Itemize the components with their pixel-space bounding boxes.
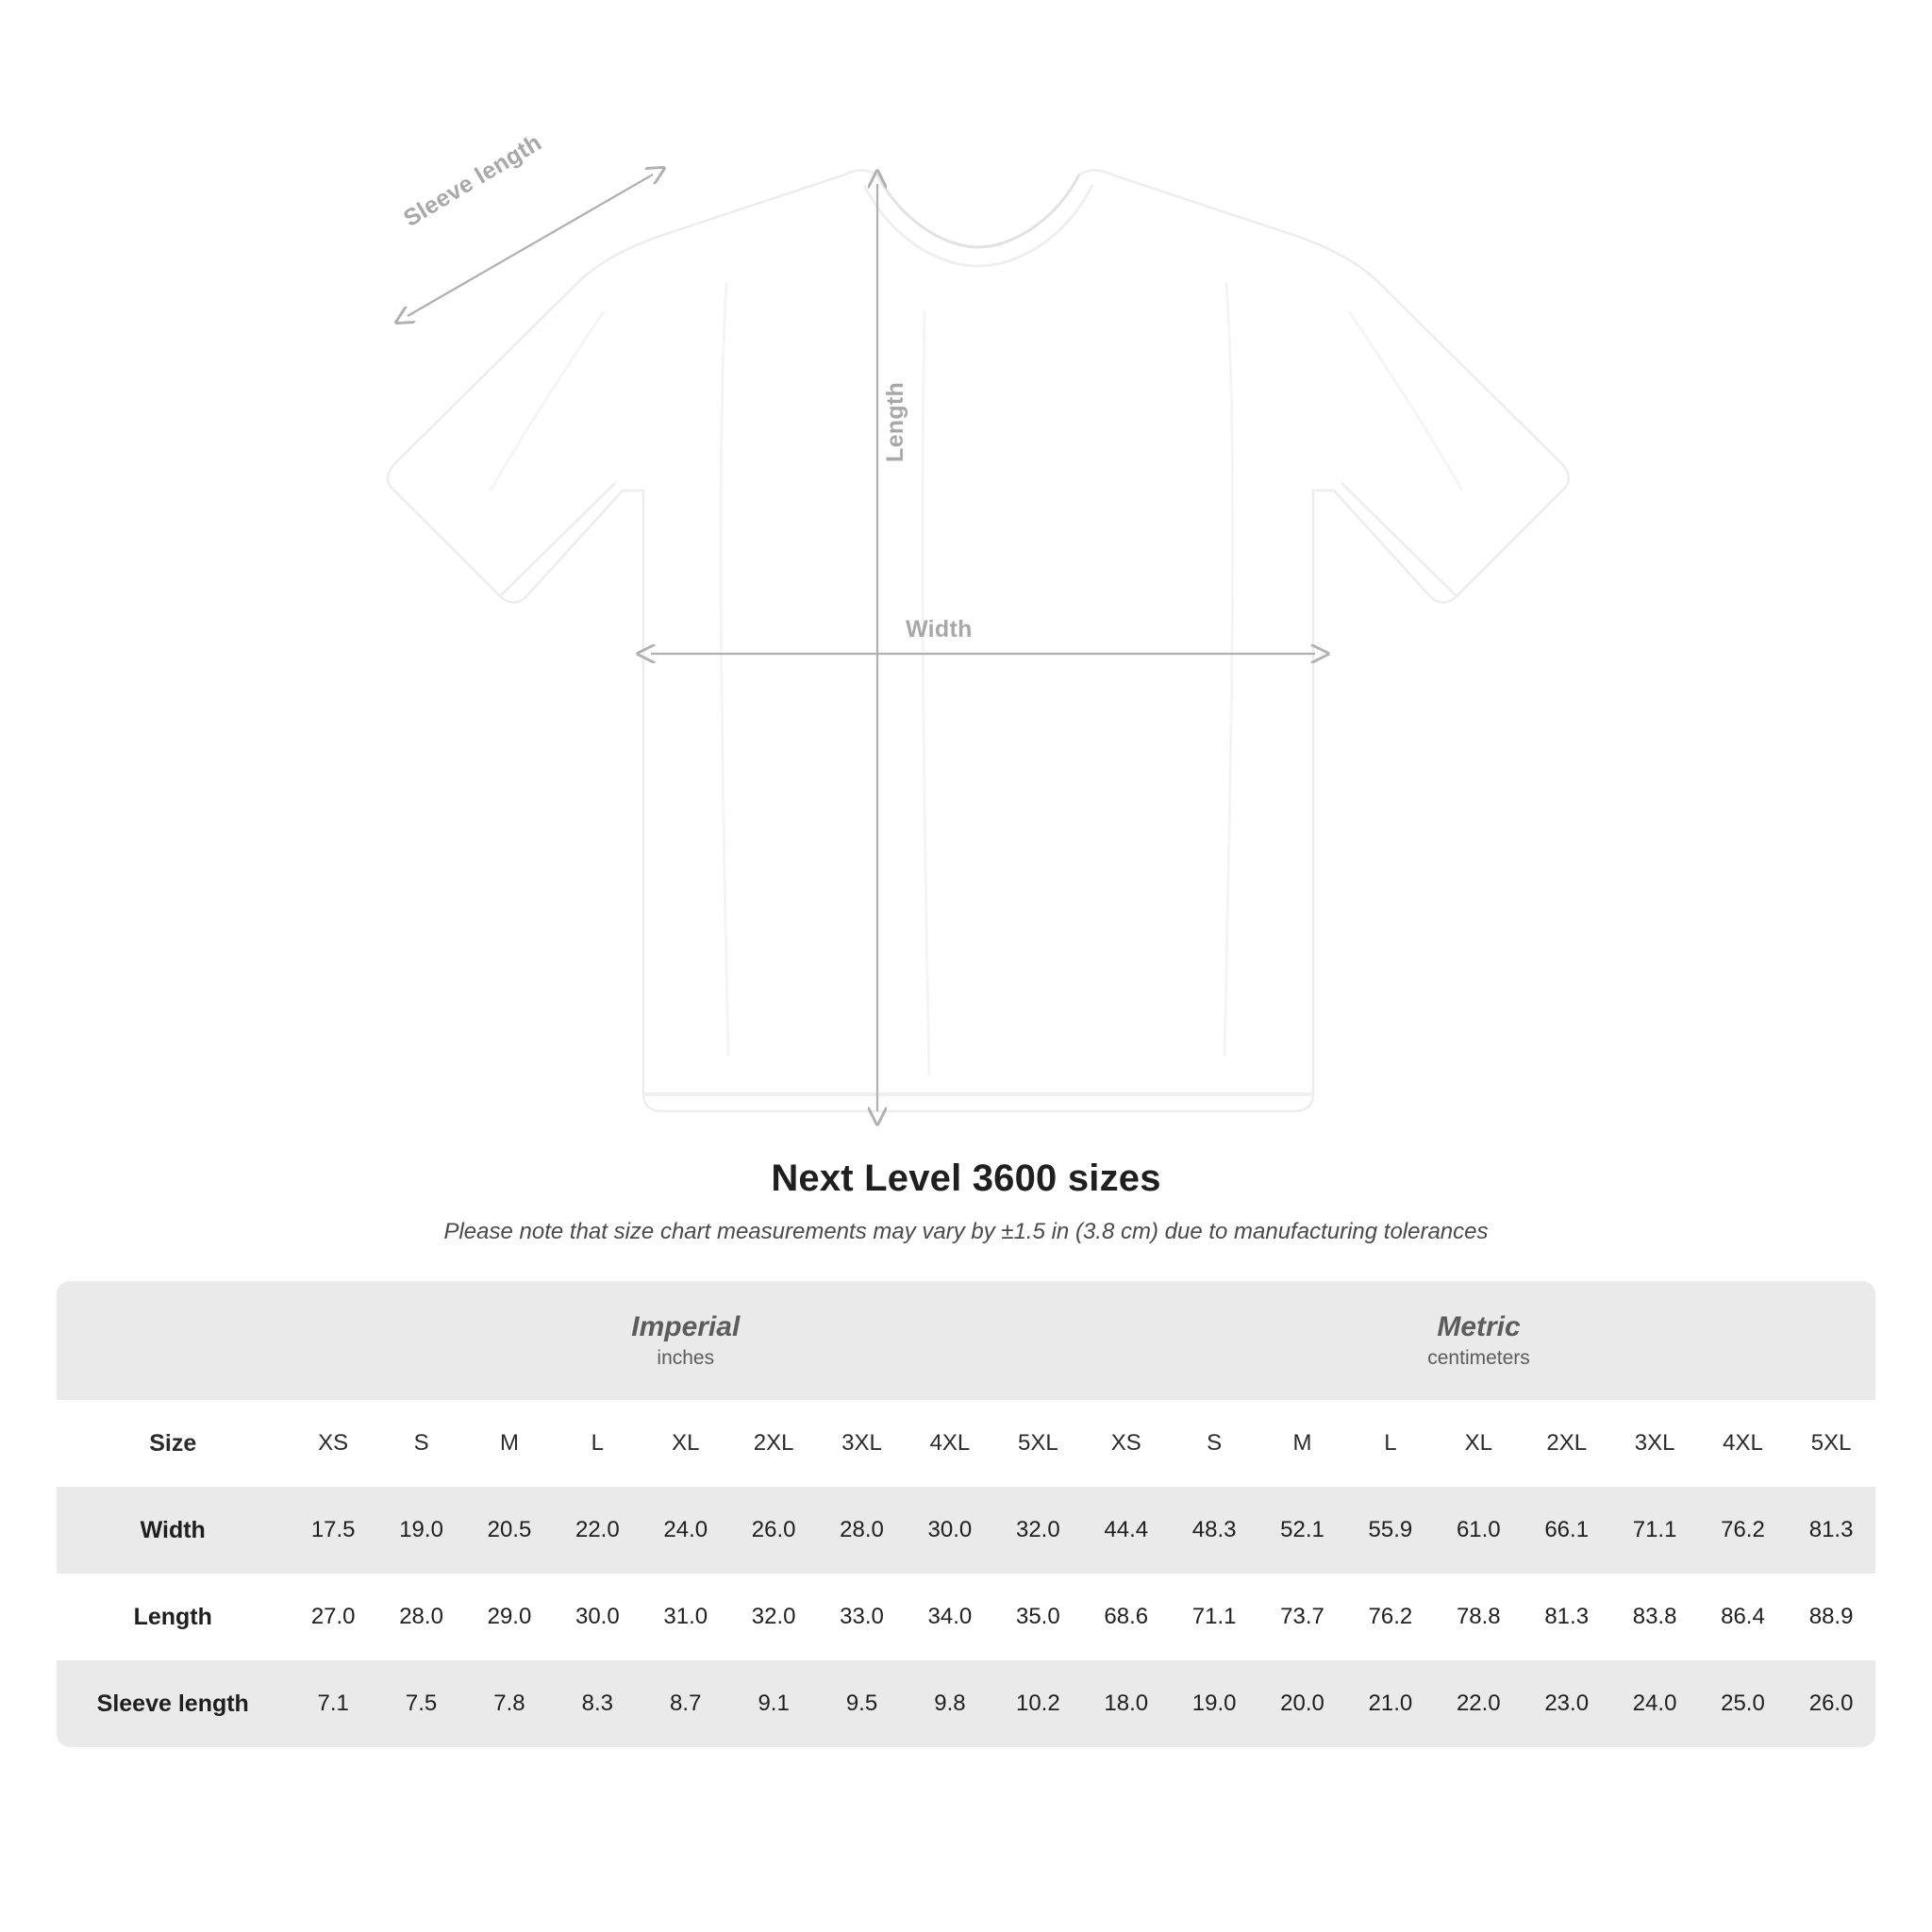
cell-width-imperial-s: 19.0 — [377, 1487, 465, 1574]
cell-sleeve-imperial-l: 8.3 — [554, 1660, 641, 1747]
cell-length-imperial-xs: 27.0 — [289, 1574, 376, 1660]
title-block — [0, 1158, 1932, 1245]
col-header-imperial-s: S — [377, 1400, 465, 1487]
table-system-header-row — [57, 1281, 1875, 1400]
cell-length-imperial-5xl: 35.0 — [994, 1574, 1082, 1660]
cell-width-metric-5xl: 81.3 — [1787, 1487, 1875, 1574]
cell-length-imperial-m: 29.0 — [465, 1574, 553, 1660]
cell-sleeve-imperial-xl: 8.7 — [641, 1660, 729, 1747]
col-header-imperial-m: M — [465, 1400, 553, 1487]
col-header-metric-s: S — [1170, 1400, 1257, 1487]
cell-width-imperial-l: 22.0 — [554, 1487, 641, 1574]
cell-length-imperial-3xl: 33.0 — [818, 1574, 906, 1660]
cell-width-metric-3xl: 71.1 — [1610, 1487, 1698, 1574]
cell-sleeve-metric-3xl: 24.0 — [1610, 1660, 1698, 1747]
cell-width-imperial-m: 20.5 — [465, 1487, 553, 1574]
col-header-metric-l: L — [1346, 1400, 1434, 1487]
system-unit-imperial: inches — [657, 1347, 715, 1370]
cell-width-imperial-2xl: 26.0 — [729, 1487, 817, 1574]
sleeve-length-label: Sleeve length — [399, 128, 546, 233]
size-table-wrapper — [57, 1281, 1875, 1747]
cell-sleeve-imperial-2xl: 9.1 — [729, 1660, 817, 1747]
cell-sleeve-metric-4xl: 25.0 — [1699, 1660, 1787, 1747]
cell-width-metric-m: 52.1 — [1258, 1487, 1346, 1574]
col-header-metric-4xl: 4XL — [1699, 1400, 1787, 1487]
page-title: Next Level 3600 sizes — [771, 1158, 1161, 1199]
cell-length-metric-2xl: 81.3 — [1523, 1574, 1610, 1660]
system-unit-metric: centimeters — [1427, 1347, 1530, 1370]
cell-length-imperial-2xl: 32.0 — [729, 1574, 817, 1660]
cell-sleeve-metric-l: 21.0 — [1346, 1660, 1434, 1747]
cell-length-imperial-4xl: 34.0 — [906, 1574, 993, 1660]
col-header-imperial-4xl: 4XL — [906, 1400, 993, 1487]
cell-sleeve-metric-xs: 18.0 — [1082, 1660, 1170, 1747]
cell-length-metric-l: 76.2 — [1346, 1574, 1434, 1660]
cell-width-imperial-xs: 17.5 — [289, 1487, 376, 1574]
cell-width-metric-xl: 61.0 — [1435, 1487, 1523, 1574]
cell-sleeve-imperial-4xl: 9.8 — [906, 1660, 993, 1747]
cell-length-imperial-l: 30.0 — [554, 1574, 641, 1660]
cell-width-imperial-5xl: 32.0 — [994, 1487, 1082, 1574]
col-header-metric-m: M — [1258, 1400, 1346, 1487]
table-row — [57, 1574, 1875, 1660]
system-name-metric: Metric — [1437, 1310, 1521, 1342]
table-row — [57, 1487, 1875, 1574]
cell-length-imperial-xl: 31.0 — [641, 1574, 729, 1660]
table-row — [57, 1660, 1875, 1747]
cell-length-metric-5xl: 88.9 — [1787, 1574, 1875, 1660]
cell-length-metric-m: 73.7 — [1258, 1574, 1346, 1660]
col-header-metric-2xl: 2XL — [1523, 1400, 1610, 1487]
cell-sleeve-metric-xl: 22.0 — [1435, 1660, 1523, 1747]
table-size-header-row — [57, 1400, 1875, 1487]
cell-length-metric-4xl: 86.4 — [1699, 1574, 1787, 1660]
system-header-spacer — [57, 1281, 289, 1400]
cell-sleeve-imperial-s: 7.5 — [377, 1660, 465, 1747]
row-label-width: Width — [57, 1487, 289, 1574]
row-label-length: Length — [57, 1574, 289, 1660]
cell-sleeve-metric-2xl: 23.0 — [1523, 1660, 1610, 1747]
cell-length-metric-xl: 78.8 — [1435, 1574, 1523, 1660]
cell-width-imperial-xl: 24.0 — [641, 1487, 729, 1574]
col-header-imperial-xl: XL — [641, 1400, 729, 1487]
col-header-metric-xs: XS — [1082, 1400, 1170, 1487]
col-header-imperial-2xl: 2XL — [729, 1400, 817, 1487]
cell-width-metric-4xl: 76.2 — [1699, 1487, 1787, 1574]
system-name-imperial: Imperial — [631, 1310, 741, 1342]
cell-width-metric-l: 55.9 — [1346, 1487, 1434, 1574]
cell-length-metric-xs: 68.6 — [1082, 1574, 1170, 1660]
cell-sleeve-imperial-5xl: 10.2 — [994, 1660, 1082, 1747]
cell-length-imperial-s: 28.0 — [377, 1574, 465, 1660]
cell-sleeve-imperial-3xl: 9.5 — [818, 1660, 906, 1747]
tolerance-note: Please note that size chart measurements may vary by ±1.5 in (3.8 cm) due to manufacturing tolerances — [443, 1219, 1489, 1244]
cell-length-metric-3xl: 83.8 — [1610, 1574, 1698, 1660]
col-header-metric-5xl: 5XL — [1787, 1400, 1875, 1487]
system-header-metric — [1082, 1281, 1875, 1400]
col-header-imperial-l: L — [554, 1400, 641, 1487]
cell-width-metric-2xl: 66.1 — [1523, 1487, 1610, 1574]
cell-width-imperial-4xl: 30.0 — [906, 1487, 993, 1574]
size-table — [57, 1281, 1875, 1747]
width-label: Width — [906, 616, 973, 642]
cell-sleeve-imperial-m: 7.8 — [465, 1660, 553, 1747]
col-header-imperial-3xl: 3XL — [818, 1400, 906, 1487]
col-header-metric-xl: XL — [1435, 1400, 1523, 1487]
col-header-imperial-xs: XS — [289, 1400, 376, 1487]
cell-sleeve-imperial-xs: 7.1 — [289, 1660, 376, 1747]
col-header-imperial-5xl: 5XL — [994, 1400, 1082, 1487]
size-header-label: Size — [57, 1400, 289, 1487]
col-header-metric-3xl: 3XL — [1610, 1400, 1698, 1487]
cell-sleeve-metric-s: 19.0 — [1170, 1660, 1257, 1747]
system-header-imperial — [289, 1281, 1082, 1400]
cell-width-imperial-3xl: 28.0 — [818, 1487, 906, 1574]
cell-width-metric-xs: 44.4 — [1082, 1487, 1170, 1574]
length-label: Length — [882, 381, 908, 462]
cell-width-metric-s: 48.3 — [1170, 1487, 1257, 1574]
cell-length-metric-s: 71.1 — [1170, 1574, 1257, 1660]
cell-sleeve-metric-m: 20.0 — [1258, 1660, 1346, 1747]
cell-sleeve-metric-5xl: 26.0 — [1787, 1660, 1875, 1747]
row-label-sleeve-length: Sleeve length — [57, 1660, 289, 1747]
